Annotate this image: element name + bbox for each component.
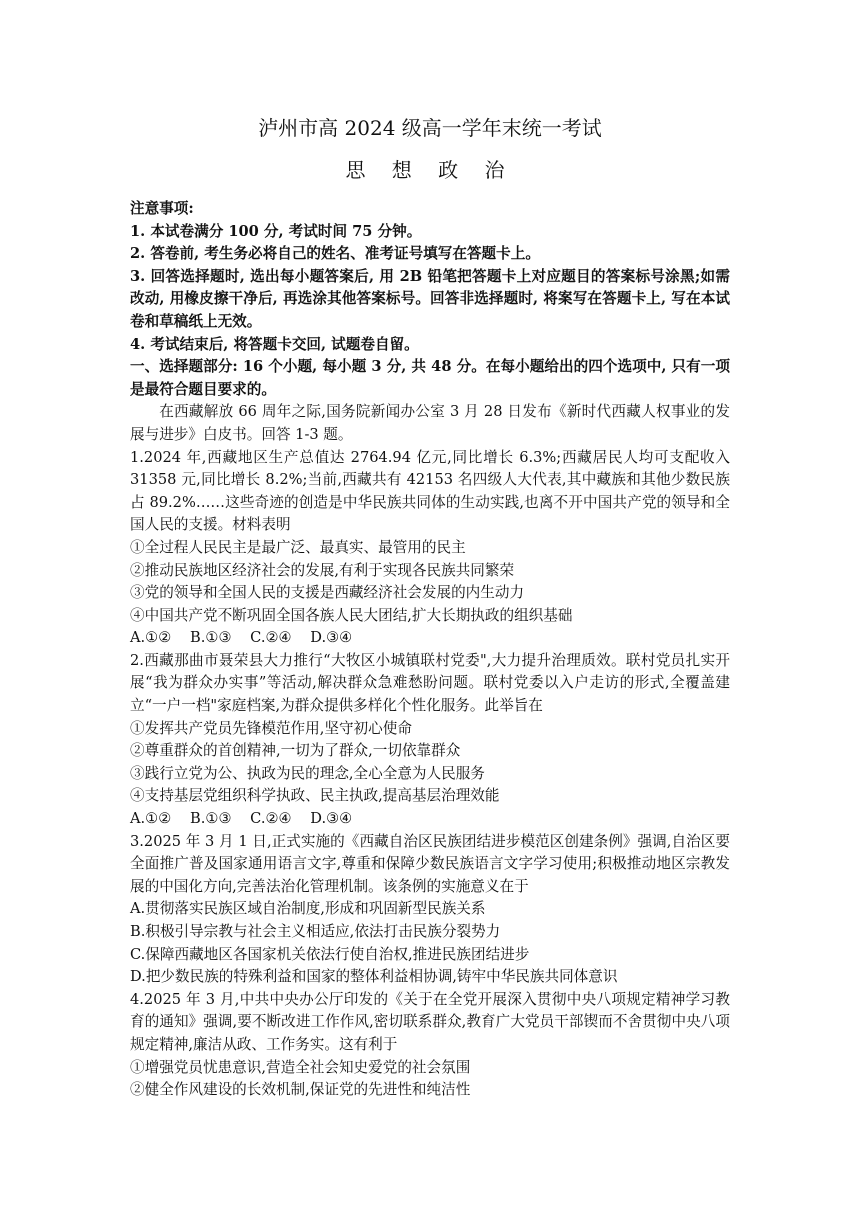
question-stem: 3.2025 年 3 月 1 日,正式实施的《西藏自治区民族团结进步模范区创建条例》强调,自治区要全面推广普及国家通用语言文字,尊重和保障少数民族语言文字学习使用;积极推动地区宗教发展的中国化方向,完善法治化管理机制。该条例的实施意义在于 [130, 832, 730, 895]
question-stem: 1.2024 年,西藏地区生产总值达 2764.94 亿元,同比增长 6.3%;西藏居民人均可支配收入 31358 元,同比增长 8.2%;当前,西藏共有 42153 名四级人大代表,其中藏族和其他少数民族占 89.2%……这些奇迹的创造是中华民族共同体的生动实践,也离不开中国共产党的领导和全国人民的支援。材料表明 [130, 448, 730, 534]
statement: ①全过程人民民主是最广泛、最真实、最管用的民主 [130, 538, 466, 556]
section-intro: 在西藏解放 66 周年之际,国务院新闻办公室 3 月 28 日发布《新时代西藏人权事业的发展与进步》白皮书。回答 1-3 题。 [130, 403, 730, 443]
page-title: 泸州市高 2024 级高一学年末统一考试 [258, 116, 602, 140]
statement: ②健全作风建设的长效机制,保证党的先进性和纯洁性 [130, 1081, 471, 1099]
statement: ②推动民族地区经济社会的发展,有利于实现各民族共同繁荣 [130, 561, 515, 579]
option-b: B.①③ [190, 810, 232, 828]
notice-item: 1. 本试卷满分 100 分, 考试时间 75 分钟。 [130, 222, 422, 240]
subject-title: 思 想 政 治 [345, 158, 515, 182]
choice: B.积极引导宗教与社会主义相适应,依法打击民族分裂势力 [130, 923, 501, 940]
choice: A.贯彻落实民族区域自治制度,形成和巩固新型民族关系 [130, 900, 486, 918]
answer-options [130, 808, 730, 831]
notice-heading: 注意事项: [130, 200, 194, 217]
answer-options [130, 627, 730, 650]
option-a: A.①② [130, 629, 172, 647]
notice-item: 3. 回答选择题时, 选出每小题答案后, 用 2B 铅笔把答题卡上对应题目的答案标号涂黑;如需改动, 用橡皮擦干净后, 再选涂其他答案标号。回答非选择题时, 将案写在答题卡上, 写在本试卷和草稿纸上无效。 [130, 267, 730, 330]
statement: ①发挥共产党员先锋模范作用,坚守初心使命 [130, 719, 412, 737]
notice-item: 4. 考试结束后, 将答题卡交回, 试题卷自留。 [130, 335, 419, 353]
statement: ②尊重群众的首创精神,一切为了群众,一切依靠群众 [130, 742, 461, 760]
option-c: C.②④ [250, 629, 292, 647]
notice-item: 2. 答卷前, 考生务必将自己的姓名、准考证号填写在答题卡上。 [130, 245, 540, 263]
statement: ①增强党员忧患意识,营造全社会知史爱党的社会氛围 [130, 1058, 471, 1076]
page-content [130, 114, 730, 1102]
question-stem: 4.2025 年 3 月,中共中央办公厅印发的《关于在全党开展深入贯彻中央八项规定精神学习教育的通知》强调,要不断改进工作作风,密切联系群众,教育广大党员干部锲而不舍贯彻中央八项规定精神,廉洁从政、工作务实。这有利于 [130, 990, 730, 1053]
option-b: B.①③ [190, 629, 232, 647]
statement: ③党的领导和全国人民的支援是西藏经济社会发展的内生动力 [130, 584, 525, 602]
statement: ④支持基层党组织科学执政、民主执政,提高基层治理效能 [130, 787, 500, 805]
choice: C.保障西藏地区各国家机关依法行使自治权,推进民族团结进步 [130, 945, 530, 963]
option-d: D.③④ [310, 629, 353, 647]
choice: D.把少数民族的特殊利益和国家的整体利益相协调,铸牢中华民族共同体意识 [130, 968, 618, 986]
statement: ③践行立党为公、执政为民的理念,全心全意为人民服务 [130, 764, 485, 782]
option-d: D.③④ [310, 810, 353, 828]
question-stem: 2.西藏那曲市聂荣县大力推行“大牧区小城镇联村党委",大力提升治理质效。联村党员扎实开展“我为群众办实事”等活动,解决群众急难愁盼问题。联村党委以入户走访的形式,全覆盖建立“一户一档"家庭档案,为群众提供多样化个性化服务。此举旨在 [130, 651, 730, 715]
section-heading: 一、选择题部分: 16 个小题, 每小题 3 分, 共 48 分。在每小题给出的四个选项中, 只有一项是最符合题目要求的。 [130, 358, 730, 398]
statement: ④中国共产党不断巩固全国各族人民大团结,扩大长期执政的组织基础 [130, 606, 573, 624]
option-a: A.①② [130, 810, 172, 828]
option-c: C.②④ [250, 810, 292, 828]
